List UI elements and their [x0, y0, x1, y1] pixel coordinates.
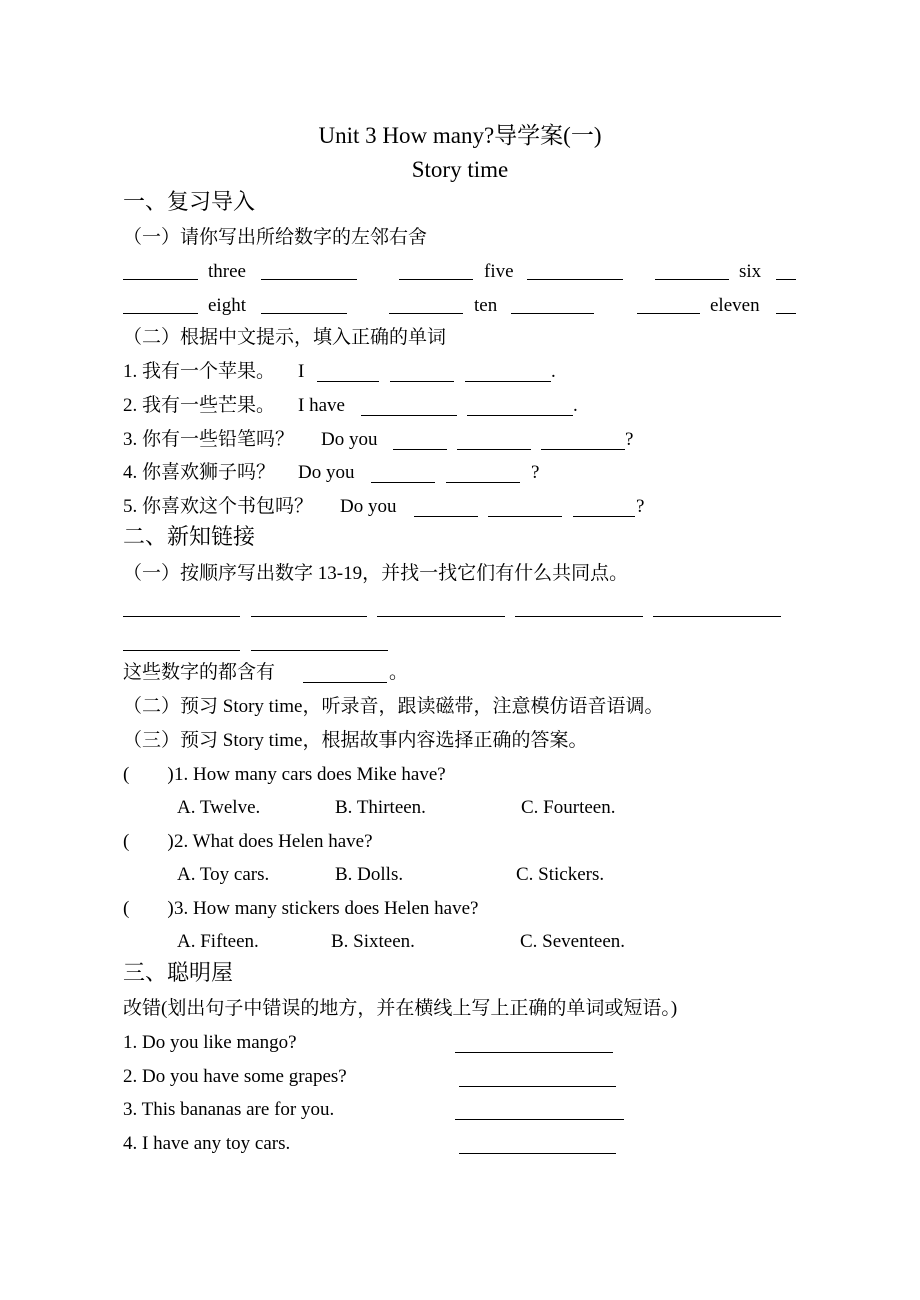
fill-item-end: ?	[636, 496, 645, 517]
fill-item-zh: 3. 你有一些铅笔吗？	[123, 429, 295, 450]
fill-item-zh: 1. 我有一个苹果。	[123, 361, 276, 382]
fill-item-end: .	[551, 361, 556, 382]
fill-item-end: ?	[531, 462, 540, 483]
answer-blank[interactable]	[465, 380, 551, 382]
answer-bracket[interactable]: ( )	[123, 831, 174, 852]
answer-blank[interactable]	[776, 312, 796, 314]
section-2-heading: 二、新知链接	[123, 524, 256, 549]
question-text: 3. How many stickers does Helen have?	[174, 898, 479, 919]
answer-blank[interactable]	[371, 481, 435, 483]
answer-blank[interactable]	[414, 515, 478, 517]
number-word: three	[208, 261, 246, 282]
fill-item-en: Do you	[321, 429, 378, 450]
answer-blank[interactable]	[399, 278, 473, 280]
correction-item: 4. I have any toy cars.	[123, 1133, 291, 1154]
section-1-part-1-heading: （一）请你写出所给数字的左邻右舍	[123, 227, 428, 248]
fill-item-zh: 4. 你喜欢狮子吗？	[123, 462, 276, 483]
number-word: ten	[474, 295, 498, 316]
answer-blank[interactable]	[455, 1118, 624, 1120]
option-c: C. Fourteen.	[521, 797, 616, 818]
number-word: eleven	[710, 295, 760, 316]
option-b: B. Dolls.	[335, 864, 404, 885]
answer-blank[interactable]	[515, 615, 643, 617]
option-b: B. Thirteen.	[335, 797, 426, 818]
number-word: eight	[208, 295, 246, 316]
section-2-part-1-heading: （一）按顺序写出数字 13-19，并找一找它们有什么共同点。	[123, 563, 629, 584]
answer-blank[interactable]	[655, 278, 729, 280]
answer-blank[interactable]	[776, 278, 796, 280]
answer-blank[interactable]	[527, 278, 623, 280]
answer-blank[interactable]	[573, 515, 635, 517]
section-1-part-2-heading: （二）根据中文提示，填入正确的单词	[123, 327, 447, 348]
section-3-instruction: 改错(划出句子中错误的地方，并在横线上写上正确的单词或短语。)	[123, 998, 678, 1019]
answer-bracket[interactable]: ( )	[123, 898, 174, 919]
answer-blank[interactable]	[123, 649, 240, 651]
answer-blank[interactable]	[251, 615, 367, 617]
option-a: A. Toy cars.	[177, 864, 270, 885]
answer-blank[interactable]	[457, 448, 531, 450]
section-2-conclusion-end: 。	[389, 662, 409, 683]
section-3-heading: 三、聪明屋	[123, 960, 234, 985]
answer-blank[interactable]	[455, 1051, 613, 1053]
section-2-part-2: （二）预习 Story time，听录音，跟读磁带，注意模仿语音语调。	[123, 696, 664, 717]
fill-item-en: Do you	[298, 462, 355, 483]
option-c: C. Stickers.	[516, 864, 605, 885]
answer-blank[interactable]	[390, 380, 454, 382]
correction-item: 1. Do you like mango?	[123, 1032, 297, 1053]
answer-blank[interactable]	[317, 380, 379, 382]
fill-item-en: I	[298, 361, 305, 382]
option-a: A. Twelve.	[177, 797, 261, 818]
answer-blank[interactable]	[361, 414, 457, 416]
answer-blank[interactable]	[261, 312, 347, 314]
answer-blank[interactable]	[261, 278, 357, 280]
question-text: 1. How many cars does Mike have?	[174, 764, 446, 785]
fill-item-zh: 2. 我有一些芒果。	[123, 395, 276, 416]
answer-blank[interactable]	[459, 1152, 616, 1154]
page-subtitle: Story time	[411, 157, 509, 182]
correction-item: 3. This bananas are for you.	[123, 1099, 335, 1120]
answer-blank[interactable]	[251, 649, 388, 651]
fill-item-en: I have	[298, 395, 345, 416]
answer-blank[interactable]	[637, 312, 700, 314]
section-2-conclusion: 这些数字的都含有	[123, 662, 276, 683]
option-c: C. Seventeen.	[520, 931, 626, 952]
answer-blank[interactable]	[488, 515, 562, 517]
correction-item: 2. Do you have some grapes?	[123, 1066, 347, 1087]
answer-blank[interactable]	[123, 278, 198, 280]
section-2-part-3-heading: （三）预习 Story time，根据故事内容选择正确的答案。	[123, 730, 588, 751]
answer-blank[interactable]	[393, 448, 447, 450]
answer-blank[interactable]	[653, 615, 781, 617]
question-text: 2. What does Helen have?	[174, 831, 373, 852]
answer-blank[interactable]	[459, 1085, 616, 1087]
page-title: Unit 3 How many?导学案(一)	[318, 123, 602, 148]
option-b: B. Sixteen.	[331, 931, 415, 952]
fill-item-en: Do you	[340, 496, 397, 517]
answer-blank[interactable]	[446, 481, 520, 483]
answer-blank[interactable]	[467, 414, 573, 416]
option-a: A. Fifteen.	[177, 931, 259, 952]
answer-blank[interactable]	[123, 615, 240, 617]
answer-blank[interactable]	[541, 448, 625, 450]
section-1-heading: 一、复习导入	[123, 189, 256, 214]
answer-blank[interactable]	[511, 312, 594, 314]
number-word: six	[739, 261, 762, 282]
answer-blank[interactable]	[303, 681, 387, 683]
answer-blank[interactable]	[389, 312, 463, 314]
number-word: five	[484, 261, 514, 282]
fill-item-end: .	[573, 395, 578, 416]
fill-item-zh: 5. 你喜欢这个书包吗？	[123, 496, 314, 517]
answer-bracket[interactable]: ( )	[123, 764, 174, 785]
answer-blank[interactable]	[123, 312, 198, 314]
answer-blank[interactable]	[377, 615, 505, 617]
fill-item-end: ?	[625, 429, 634, 450]
